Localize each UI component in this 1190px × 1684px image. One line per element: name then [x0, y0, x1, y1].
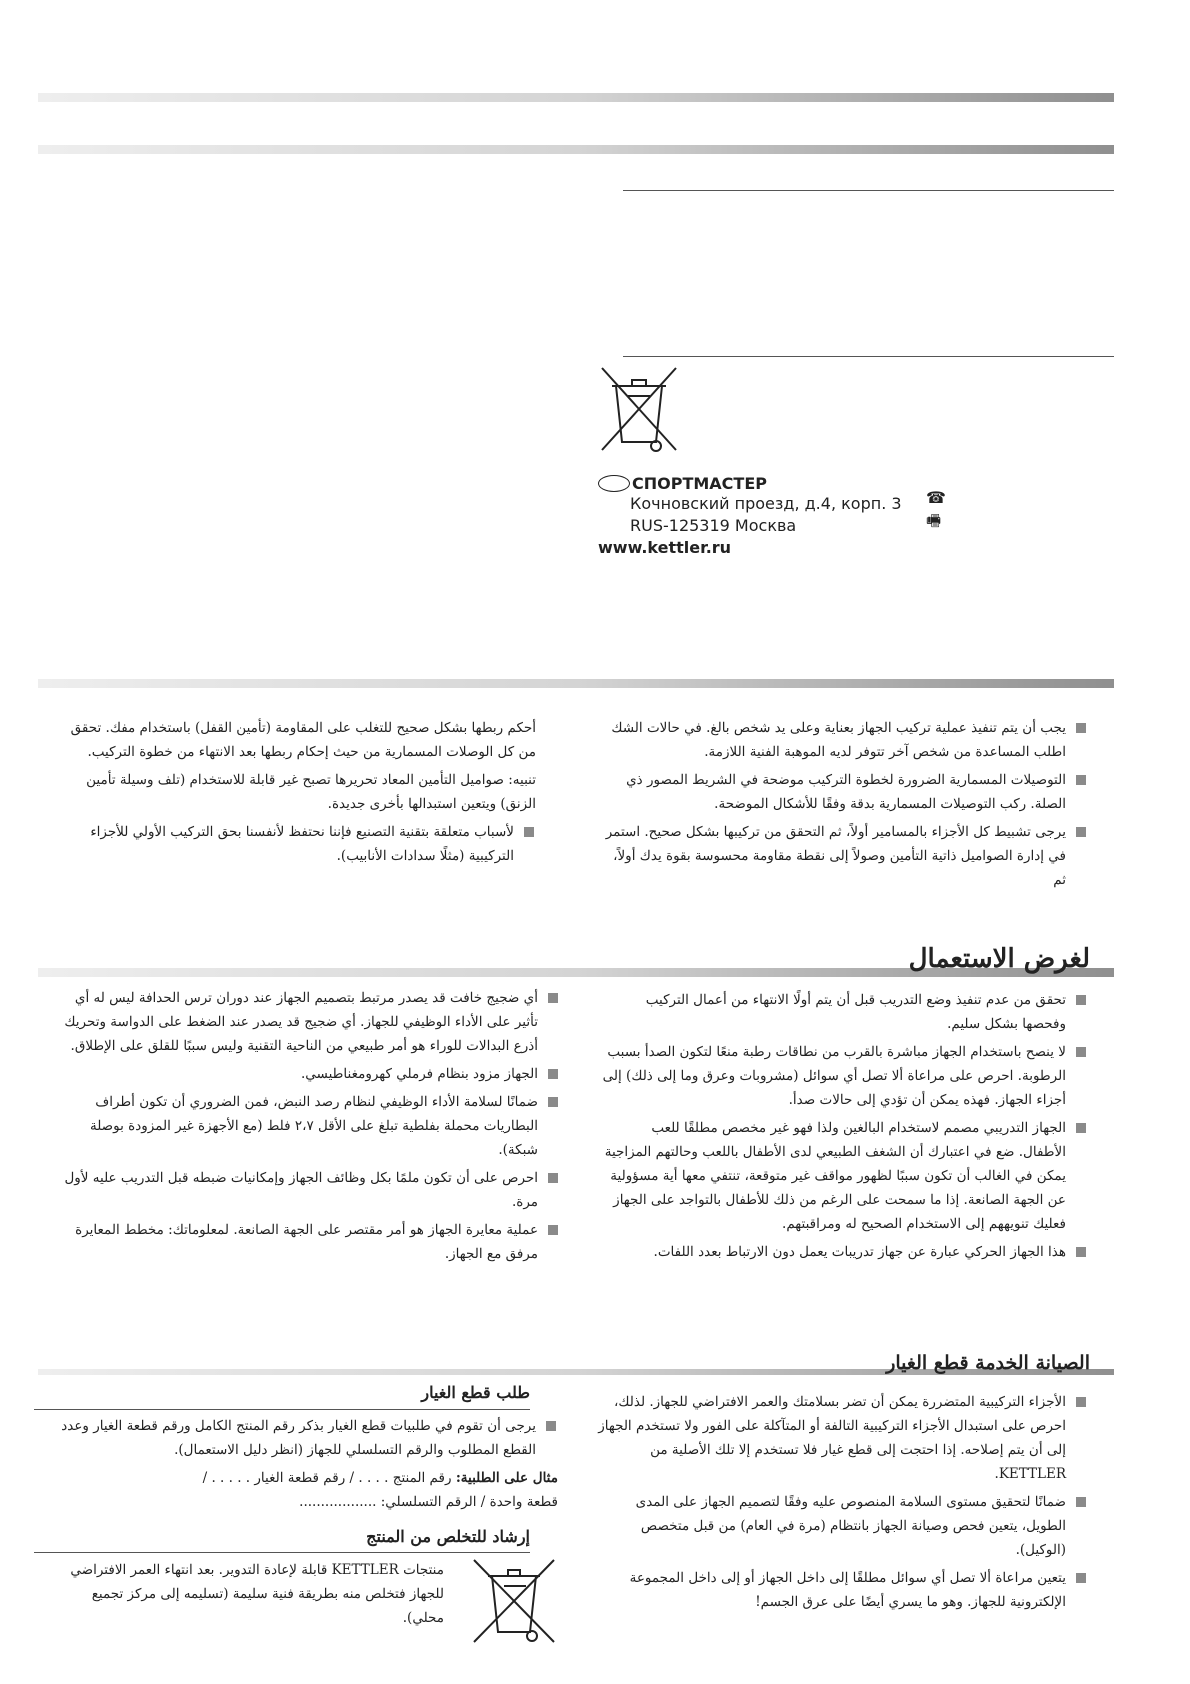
section-bar-assembly — [38, 679, 1114, 688]
address-line: RUS-125319 Москва — [630, 516, 797, 535]
list-item: لأسباب متعلقة بتقنية التصنيع فإننا نحتفظ لأنفسنا بحق التركيب الأولي للأجزاء التركيبية (مثلًا سدادات الأنابيب). — [56, 820, 536, 868]
list-item: أي ضجيج خافت قد يصدر مرتبط بتصميم الجهاز عند دوران ترس الحدافة ليس له أي تأثير على الأداء الوظيفي للجهاز. أي ضجيج قد يصدر عند الضغط على الدواسة وتحريك أذرع البدالات للوراء هو أمر طبيعي من الناحية التقنية وليس سببًا للقلق على الإطلاق. — [56, 986, 560, 1058]
section-title-maintenance: الصيانة الخدمة قطع الغيار — [886, 1352, 1090, 1374]
brand-logo — [598, 474, 902, 493]
section-title-usage: لغرض الاستعمال — [908, 944, 1090, 974]
website-link[interactable]: www.kettler.ru — [598, 538, 732, 557]
spare-parts-text — [40, 1414, 558, 1514]
header-bar — [38, 93, 1114, 102]
list-item: احرص على أن تكون ملمًا بكل وظائف الجهاز وإمكانيات ضبطه قبل التدريب عليه لأول مرة. — [56, 1166, 560, 1214]
divider-line — [623, 190, 1114, 191]
list-item: تحقق من عدم تنفيذ وضع التدريب قبل أن يتم أولًا الانتهاء من أعمال التركيب وفحصها بشكل سليم. — [600, 988, 1088, 1036]
paragraph: أحكم ربطها بشكل صحيح للتغلب على المقاومة (تأمين القفل) باستخدام مفك. تحقق من كل الوصلات المسمارية من حيث إحكام ربطها بعد الانتهاء من خطوة التركيب. — [70, 720, 536, 760]
order-example-label: مثال على الطلبية: — [455, 1470, 558, 1486]
list-item: عملية معايرة الجهاز هو أمر مقتصر على الجهة الصانعة. لمعلوماتك: مخطط المعايرة مرفق مع الجهاز. — [56, 1218, 560, 1266]
usage-left-column — [56, 986, 560, 1270]
paragraph: يرجى أن تقوم في طلبيات قطع الغيار بذكر رقم المنتج الكامل ورقم قطعة الغيار وعدد القطع المطلوب والرقم التسلسلي للجهاز (انظر دليل الاستعمال). — [40, 1414, 558, 1462]
list-item: الأجزاء التركيبية المتضررة يمكن أن تضر بسلامتك والعمر الافتراضي للجهاز. لذلك، احرص على استبدال الأجزاء التركيبية التالفة أو المتآكلة على الفور ولا تستخدم الجهاز إلى أن يتم إصلاحه. إذا احتجت إلى قطع غيار فلا تستخدم إلا تلك الأصلية من KETTLER. — [596, 1390, 1088, 1486]
assembly-left-column — [56, 716, 536, 872]
disposal-title: إرشاد للتخلص من المنتج — [366, 1527, 530, 1546]
weee-bin-icon — [470, 1558, 558, 1644]
spare-parts-title: طلب قطع الغيار — [421, 1383, 530, 1402]
header-bar-2 — [38, 145, 1114, 154]
order-example-line: قطعة واحدة / الرقم التسلسلي: .................. — [299, 1494, 558, 1510]
order-example-text: رقم المنتج . . . . / رقم قطعة الغيار . . . . . / — [202, 1470, 452, 1486]
list-item: ضمانًا لسلامة الأداء الوظيفي لنظام رصد النبض، فمن الضروري أن تكون أطراف البطاريات محملة بفلطية تبلغ على الأقل ٢،٧ فلط (مع الأجهزة غير المزودة بوصلة شبكة). — [56, 1090, 560, 1162]
order-example — [40, 1466, 558, 1490]
list-item: هذا الجهاز الحركي عبارة عن جهاز تدريبات يعمل دون الارتباط بعدد اللفات. — [600, 1240, 1088, 1264]
list-item: يجب أن يتم تنفيذ عملية تركيب الجهاز بعناية وعلى يد شخص بالغ. في حالات الشك اطلب المساعدة من شخص آخر تتوفر لديه الموهبة الفنية اللازمة. — [600, 716, 1088, 764]
list-item: الجهاز مزود بنظام فرملي كهرومغناطيسي. — [56, 1062, 560, 1086]
assembly-right-column — [600, 716, 1088, 896]
usage-right-column — [600, 988, 1088, 1268]
divider-line — [34, 1409, 530, 1410]
logo-oval-icon — [598, 475, 630, 492]
divider-line — [623, 356, 1114, 357]
list-item: لا ينصح باستخدام الجهاز مباشرة بالقرب من نطاقات رطبة منعًا لتكون الصدأ بسبب الرطوبة. احرص على مراعاة ألا تصل أي سوائل (مشروبات وعرق وما إلى ذلك) إلى أجزاء الجهاز. فهذه يمكن أن تؤدي إلى حالات صدأ. — [600, 1040, 1088, 1112]
brand-name: СПОРТМАСТЕР — [632, 474, 767, 493]
address-line: Кочновский проезд, д.4, корп. 3 — [630, 494, 902, 513]
fax-icon: 🖷 — [926, 511, 942, 530]
list-item: التوصيلات المسمارية الضرورة لخطوة التركيب موضحة في الشريط المصور ذي الصلة. ركب التوصيلات المسمارية بدقة وفقًا للأشكال الموضحة. — [600, 768, 1088, 816]
list-item: يتعين مراعاة ألا تصل أي سوائل مطلقًا إلى داخل الجهاز أو إلى داخل المجموعة الإلكترونية للجهاز. وهو ما يسري أيضًا على عرق الجسم! — [596, 1566, 1088, 1614]
paragraph: منتجات KETTLER قابلة لإعادة التدوير. بعد انتهاء العمر الافتراضي للجهاز فتخلص منه بطريقة فنية سليمة (تسليمه إلى مركز تجميع محلي). — [70, 1562, 444, 1626]
list-item: ضمانًا لتحقيق مستوى السلامة المنصوص عليه وفقًا لتصميم الجهاز على المدى الطويل، يتعين فحص وصيانة الجهاز بانتظام (مرة في العام) من قبل متخصص (الوكيل). — [596, 1490, 1088, 1562]
disposal-text — [60, 1558, 444, 1634]
divider-line — [34, 1552, 530, 1553]
warning-note: تنبيه: صواميل التأمين المعاد تحريرها تصبح غير قابلة للاستخدام (تلف وسيلة تأمين الزنق) ويتعين استبدالها بأخرى جديدة. — [86, 772, 536, 812]
list-item: الجهاز التدريبي مصمم لاستخدام البالغين ولذا فهو غير مخصص مطلقًا للعب الأطفال. ضع في اعتبارك أن الشغف الطبيعي لدى الأطفال باللعب وحالتهم المزاجية يمكن في الغالب أن تكون سببًا لظهور مواقف غير متوقعة، تنتفي معها أية مسؤولية عن الجهة الصانعة. إذا ما سمحت على الرغم من ذلك للأطفال بالتواجد على الجهاز فعليك تنويههم إلى الاستخدام الصحيح له ومراقبتهم. — [600, 1116, 1088, 1236]
telephone-icon: ☎ — [926, 488, 946, 507]
distributor-contact — [598, 474, 902, 559]
list-item: يرجى تشبيط كل الأجزاء بالمسامير أولاً، ثم التحقق من تركيبها بشكل صحيح. استمر في إدارة الصواميل ذاتية التأمين وصولاً إلى نقطة مقاومة محسوسة بقوة يدك أولاً، ثم — [600, 820, 1088, 892]
maintenance-right-column — [596, 1390, 1088, 1618]
weee-bin-icon — [598, 366, 680, 452]
